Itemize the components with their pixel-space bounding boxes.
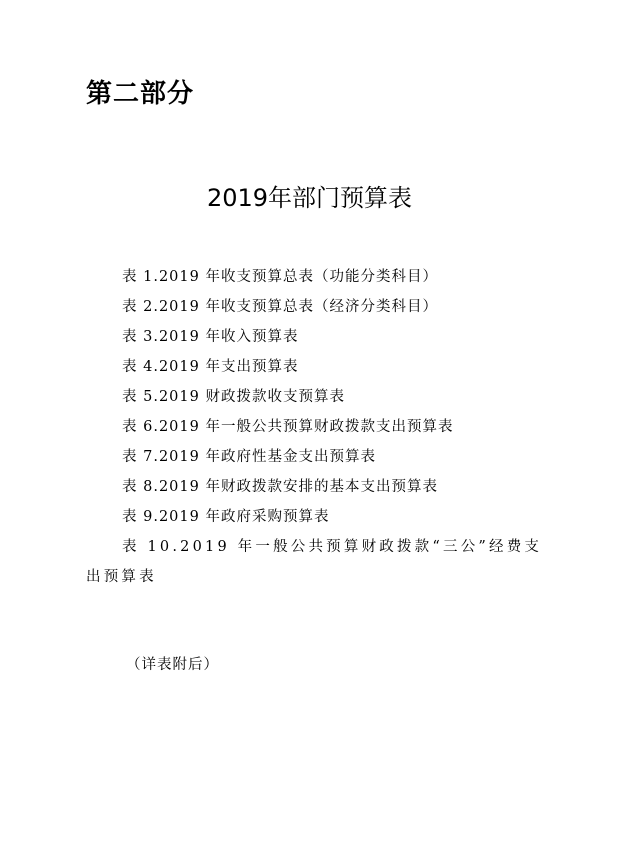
list-item: 表 7.2019 年政府性基金支出预算表 xyxy=(122,449,376,465)
list-item: 表 4.2019 年支出预算表 xyxy=(122,359,299,375)
list-item: 表 9.2019 年政府采购预算表 xyxy=(122,509,330,525)
list-item: 表 1.2019 年收支预算总表（功能分类科目） xyxy=(122,269,438,285)
list-item: 表 2.2019 年收支预算总表（经济分类科目） xyxy=(122,299,438,315)
list-item: 表 6.2019 年一般公共预算财政拨款支出预算表 xyxy=(122,419,454,435)
table-list xyxy=(86,262,546,592)
list-item: 表 5.2019 财政拨款收支预算表 xyxy=(122,389,345,405)
list-item: 表 10.2019 年一般公共预算财政拨款“三公”经费支出预算表 xyxy=(86,539,543,585)
attachment-note: （详表附后） xyxy=(126,657,219,673)
list-item: 表 8.2019 年财政拨款安排的基本支出预算表 xyxy=(122,479,438,495)
list-item: 表 3.2019 年收入预算表 xyxy=(122,329,299,345)
section-heading: 第二部分 xyxy=(86,79,195,109)
page-title: 2019年部门预算表 xyxy=(206,184,413,212)
